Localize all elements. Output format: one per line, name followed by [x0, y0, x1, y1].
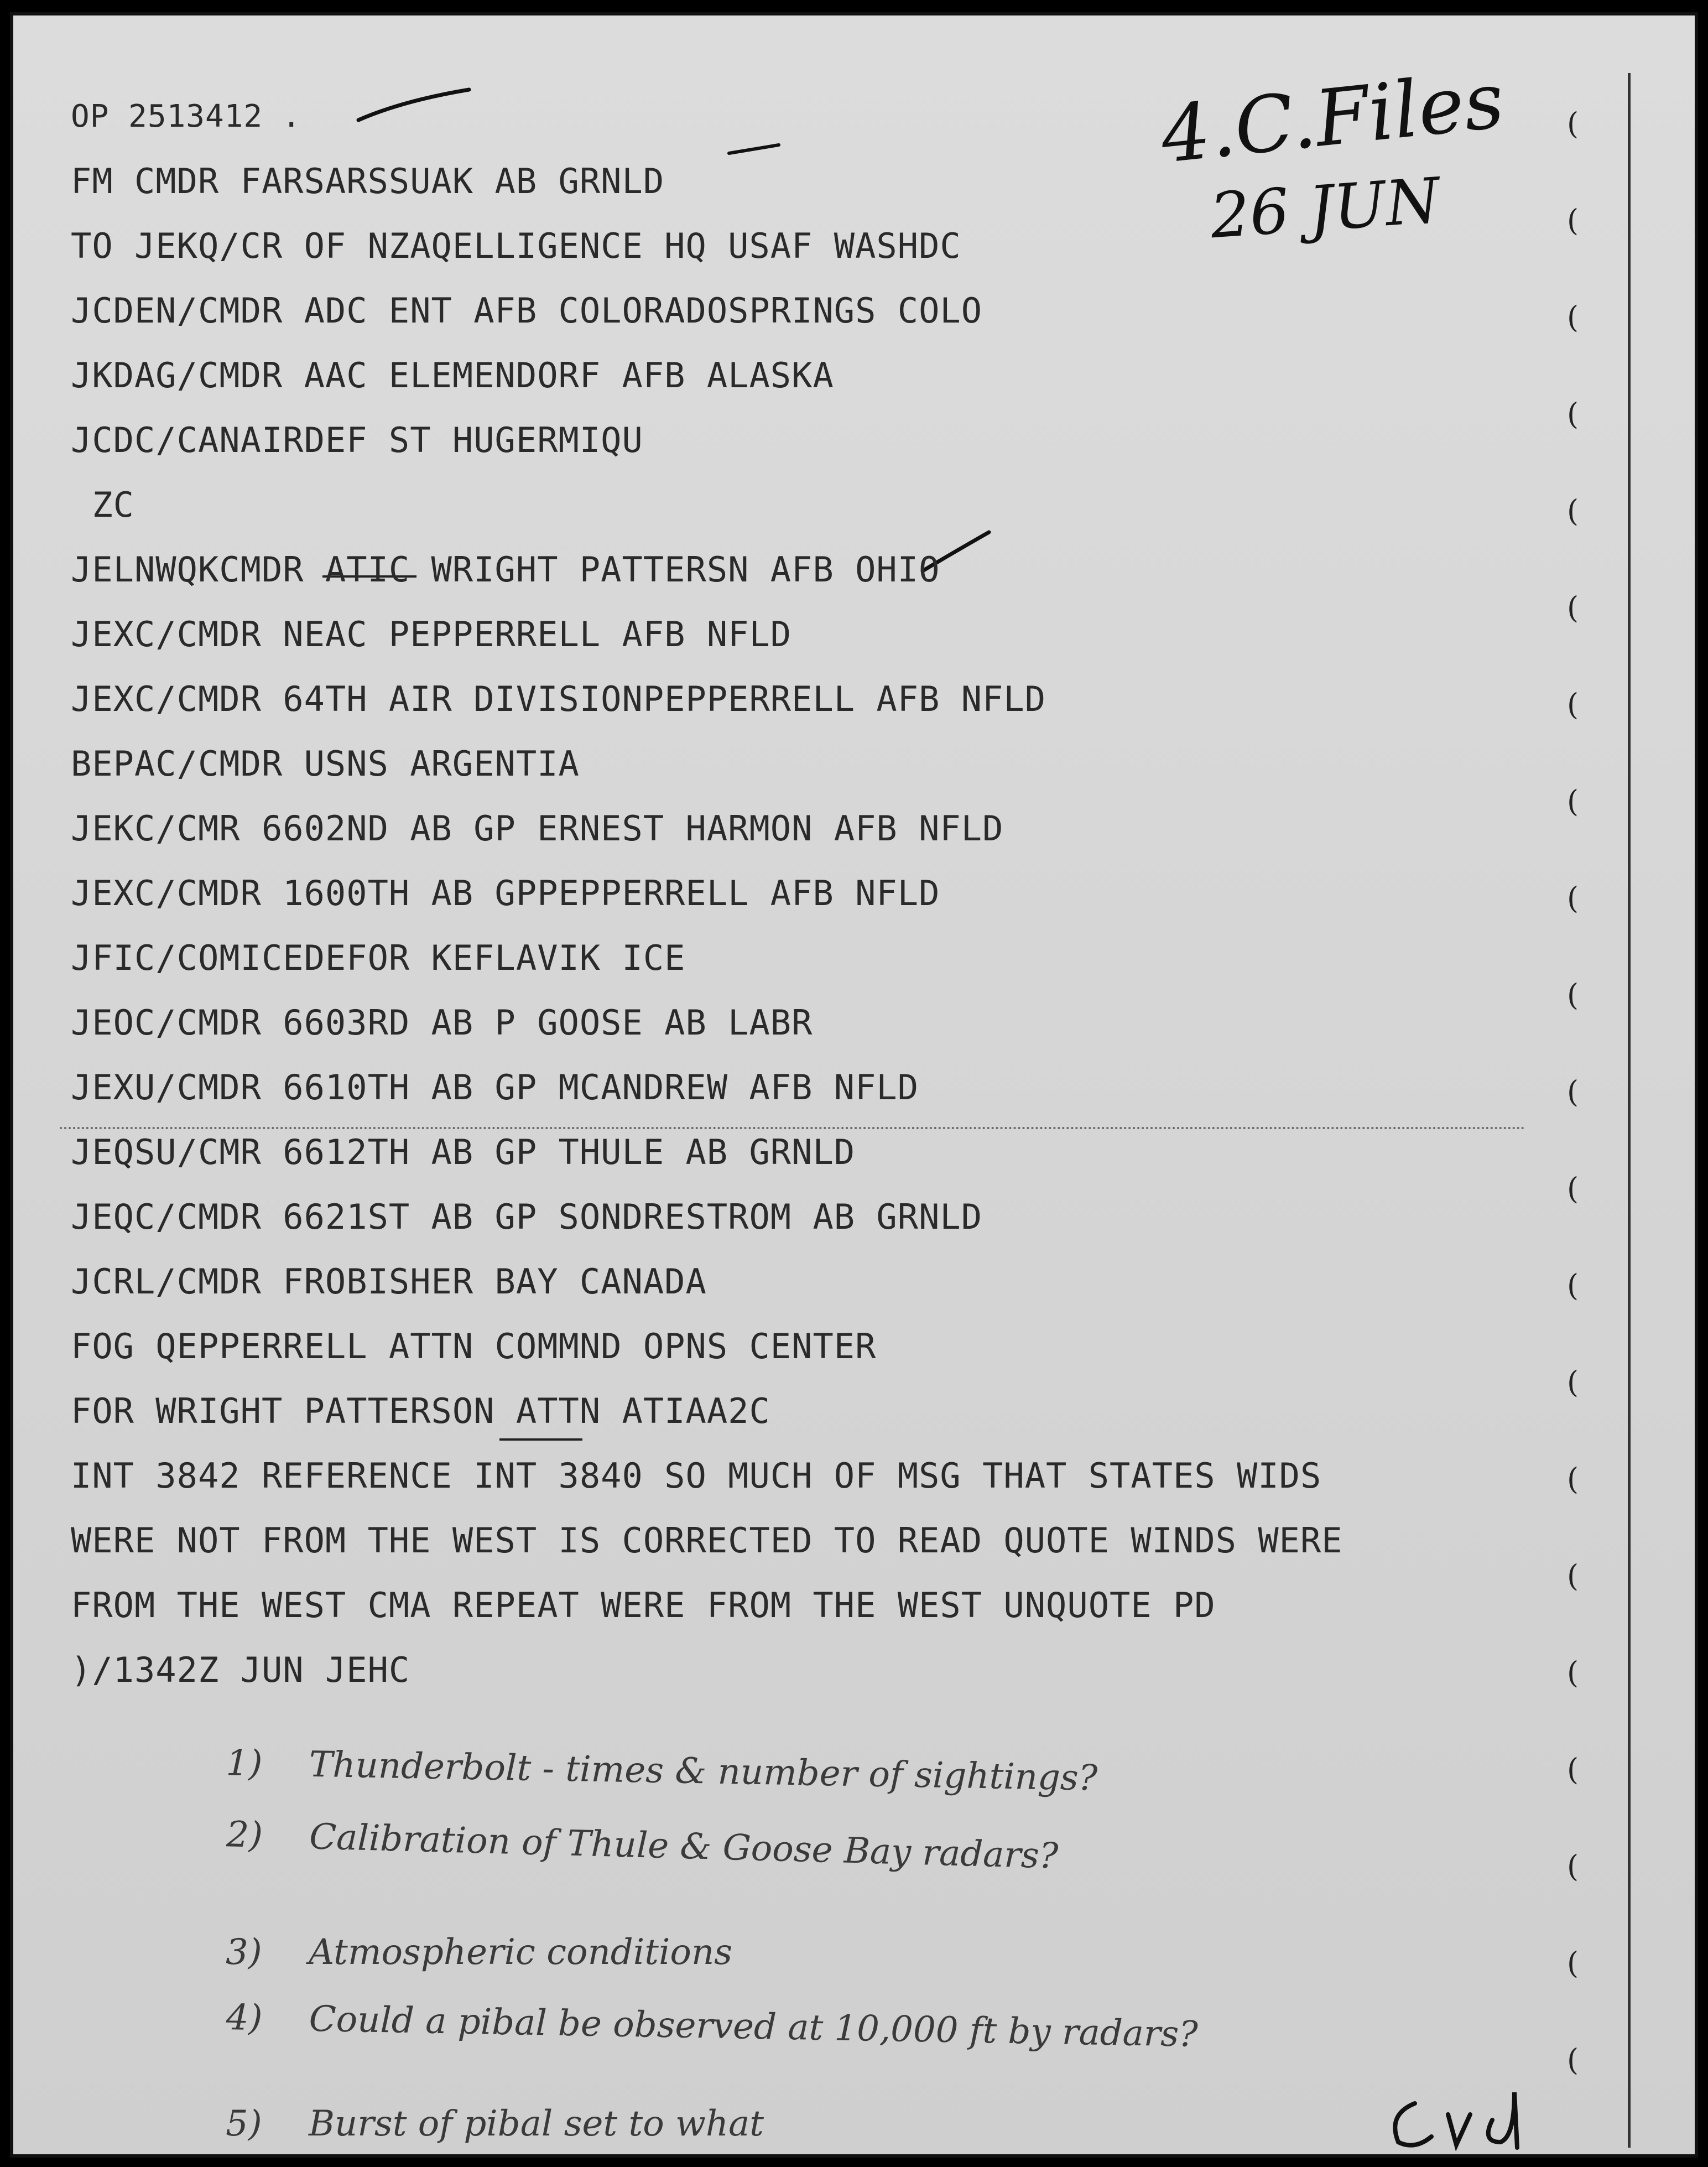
- note-text: Burst of pibal set to what: [309, 2103, 764, 2144]
- message-line: JEQSU/CMR 6612TH AB GP THULE AB GRNLD: [71, 1132, 856, 1172]
- message-line: JEXC/CMDR 1600TH AB GPPEPPERRELL AFB NFLD: [71, 873, 940, 913]
- handwritten-signature: [1382, 2081, 1548, 2153]
- message-line: BEPAC/CMDR USNS ARGENTIA: [71, 744, 580, 784]
- message-line: JCDC/CANAIRDEF ST HUGERMIQU: [71, 420, 643, 460]
- note-text: Calibration of Thule & Goose Bay radars?: [309, 1816, 1059, 1877]
- date-stamp: 26 JUN: [1207, 164, 1443, 253]
- feed-hole-mark: (: [1567, 1655, 1579, 1690]
- feed-hole-mark: (: [1567, 1074, 1579, 1109]
- note-text: Thunderbolt - times & number of sightings?: [309, 1744, 1098, 1799]
- message-line: FOR WRIGHT PATTERSON ATTN ATIAA2C: [71, 1391, 770, 1431]
- feed-hole-mark: (: [1567, 1558, 1579, 1593]
- feed-hole-mark: (: [1567, 1946, 1579, 1981]
- feed-hole-mark: (: [1567, 1268, 1579, 1303]
- note-number: 2): [226, 1814, 263, 1856]
- note-text: Atmospheric conditions: [309, 1932, 732, 1973]
- note-number: 5): [226, 2103, 262, 2144]
- perforation-line: [60, 1127, 1525, 1129]
- feed-hole-mark: (: [1567, 978, 1579, 1012]
- message-line: ZC: [71, 485, 134, 525]
- message-line: WERE NOT FROM THE WEST IS CORRECTED TO READ QUOTE WINDS WERE: [71, 1520, 1343, 1561]
- feed-hole-mark: (: [1567, 1365, 1579, 1400]
- note-number: 3): [226, 1932, 262, 1973]
- note-number: 4): [226, 1997, 263, 2039]
- feed-hole-mark: (: [1567, 203, 1579, 238]
- feed-hole-mark: (: [1567, 1849, 1579, 1884]
- message-line: FM CMDR FARSARSSUAK AB GRNLD: [71, 161, 665, 201]
- message-line: FROM THE WEST CMA REPEAT WERE FROM THE WEST UNQUOTE PD: [71, 1585, 1216, 1625]
- feed-hole-mark: (: [1567, 493, 1579, 528]
- message-line: )/1342Z JUN JEHC: [71, 1650, 410, 1690]
- feed-hole-mark: (: [1567, 1171, 1579, 1206]
- feed-hole-mark: (: [1567, 106, 1579, 141]
- note-item: [226, 1932, 1608, 2009]
- message-line: JFIC/COMICEDEFOR KEFLAVIK ICE: [71, 938, 686, 978]
- document-page: [10, 12, 1698, 2158]
- message-line: JCRL/CMDR FROBISHER BAY CANADA: [71, 1261, 707, 1302]
- message-line: JEXU/CMDR 6610TH AB GP MCANDREW AFB NFLD: [71, 1067, 919, 1108]
- note-number: 1): [226, 1743, 263, 1785]
- files-stamp: 4.C.Files: [1157, 55, 1508, 181]
- feed-hole-mark: (: [1567, 1752, 1579, 1787]
- message-line: JEQC/CMDR 6621ST AB GP SONDRESTROM AB GRNLD: [71, 1197, 983, 1237]
- message-line: INT 3842 REFERENCE INT 3840 SO MUCH OF MSG THAT STATES WIDS: [71, 1456, 1322, 1496]
- message-line: JEKC/CMR 6602ND AB GP ERNEST HARMON AFB NFLD: [71, 808, 1004, 849]
- feed-hole-mark: (: [1567, 590, 1579, 625]
- teletype-message: [71, 84, 1592, 1702]
- message-line: JCDEN/CMDR ADC ENT AFB COLORADOSPRINGS COLO: [71, 290, 983, 331]
- feed-hole-mark: (: [1567, 397, 1579, 432]
- margin-rule: [1628, 73, 1631, 2148]
- message-line: OP 2513412 .: [71, 98, 301, 134]
- note-text: Could a pibal be observed at 10,000 ft by radars?: [309, 1998, 1199, 2055]
- message-line: JEXC/CMDR NEAC PEPPERRELL AFB NFLD: [71, 614, 792, 654]
- feed-hole-mark: (: [1567, 687, 1579, 722]
- feed-hole-mark: (: [1567, 881, 1579, 916]
- message-line: JEOC/CMDR 6603RD AB P GOOSE AB LABR: [71, 1002, 813, 1043]
- message-line: FOG QEPPERRELL ATTN COMMND OPNS CENTER: [71, 1326, 877, 1366]
- feed-hole-mark: (: [1567, 300, 1579, 335]
- feed-hole-mark: (: [1567, 1462, 1579, 1496]
- feed-hole-mark: (: [1567, 2043, 1579, 2077]
- feed-hole-mark: (: [1567, 784, 1579, 819]
- message-line: JKDAG/CMDR AAC ELEMENDORF AFB ALASKA: [71, 355, 834, 396]
- message-line: JELNWQKCMDR ATIC WRIGHT PATTERSN AFB OHIO: [71, 549, 940, 590]
- message-line: TO JEKQ/CR OF NZAQELLIGENCE HQ USAF WASHDC: [71, 226, 961, 266]
- message-line: JEXC/CMDR 64TH AIR DIVISIONPEPPERRELL AFB NFLD: [71, 679, 1046, 719]
